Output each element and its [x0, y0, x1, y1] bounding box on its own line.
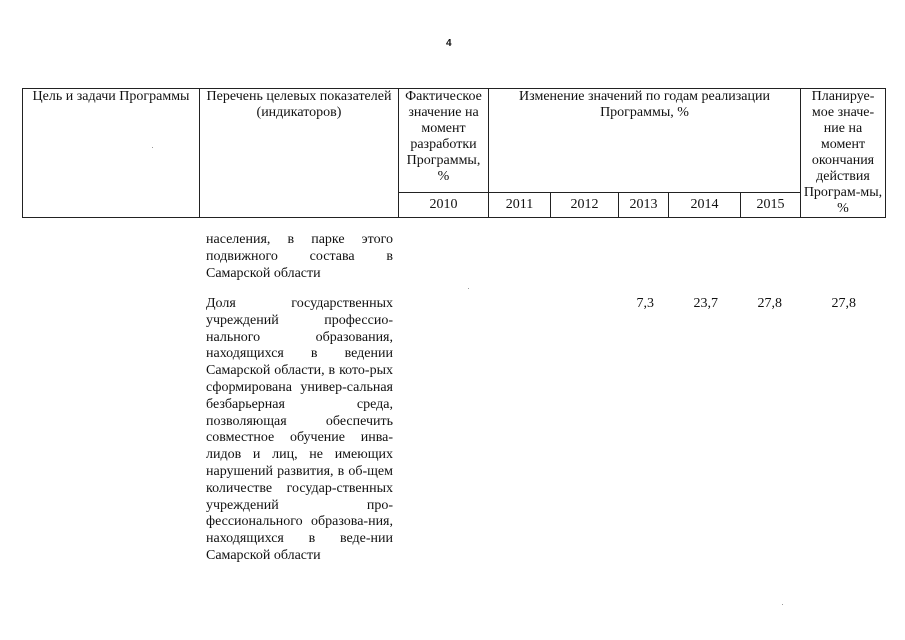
- scan-speck: [782, 604, 783, 605]
- value-2015: 27,8: [757, 296, 782, 311]
- header-year-2015: 2015: [741, 193, 801, 218]
- scan-speck: [152, 147, 153, 148]
- header-indicators: Перечень целевых показателей (индикаторов): [200, 89, 399, 218]
- indicator-text-continued: населения, в парке этого подвижного состава в Самарской области: [206, 232, 393, 281]
- indicator-text-accessible-education: Доля государственных учреждений профессио-нального образования, находящихся в ведении Самарской области, в кото-рых сформирована универ-сальная безбарьерная среда, позволяющая обеспечить совместное обучение инва-лидов и лиц, не имеющих нарушений развития, в об-щем количестве государ-ственных учреждений про-фессионального образова-ния, находящихся в веде-нии Самарской области: [206, 296, 393, 563]
- header-year-2014: 2014: [669, 193, 741, 218]
- scan-speck: [468, 288, 469, 289]
- header-goal: Цель и задачи Программы: [23, 89, 200, 218]
- header-year-2013: 2013: [619, 193, 669, 218]
- header-yearly-changes: Изменение значений по годам реализации Программы, %: [489, 89, 801, 193]
- value-2013: 7,3: [636, 296, 654, 311]
- value-2014: 23,7: [693, 296, 718, 311]
- header-year-2010: 2010: [399, 193, 489, 218]
- page-number: 4: [446, 38, 452, 49]
- header-planned-value: Планируе-мое значе-ние на момент окончания действия Програм-мы, %: [801, 89, 886, 218]
- indicator-table-header: [22, 88, 886, 218]
- header-actual-value: Фактическое значение на момент разработки Программы, %: [399, 89, 489, 193]
- value-planned: 27,8: [831, 296, 856, 311]
- header-year-2011: 2011: [489, 193, 551, 218]
- header-year-2012: 2012: [551, 193, 619, 218]
